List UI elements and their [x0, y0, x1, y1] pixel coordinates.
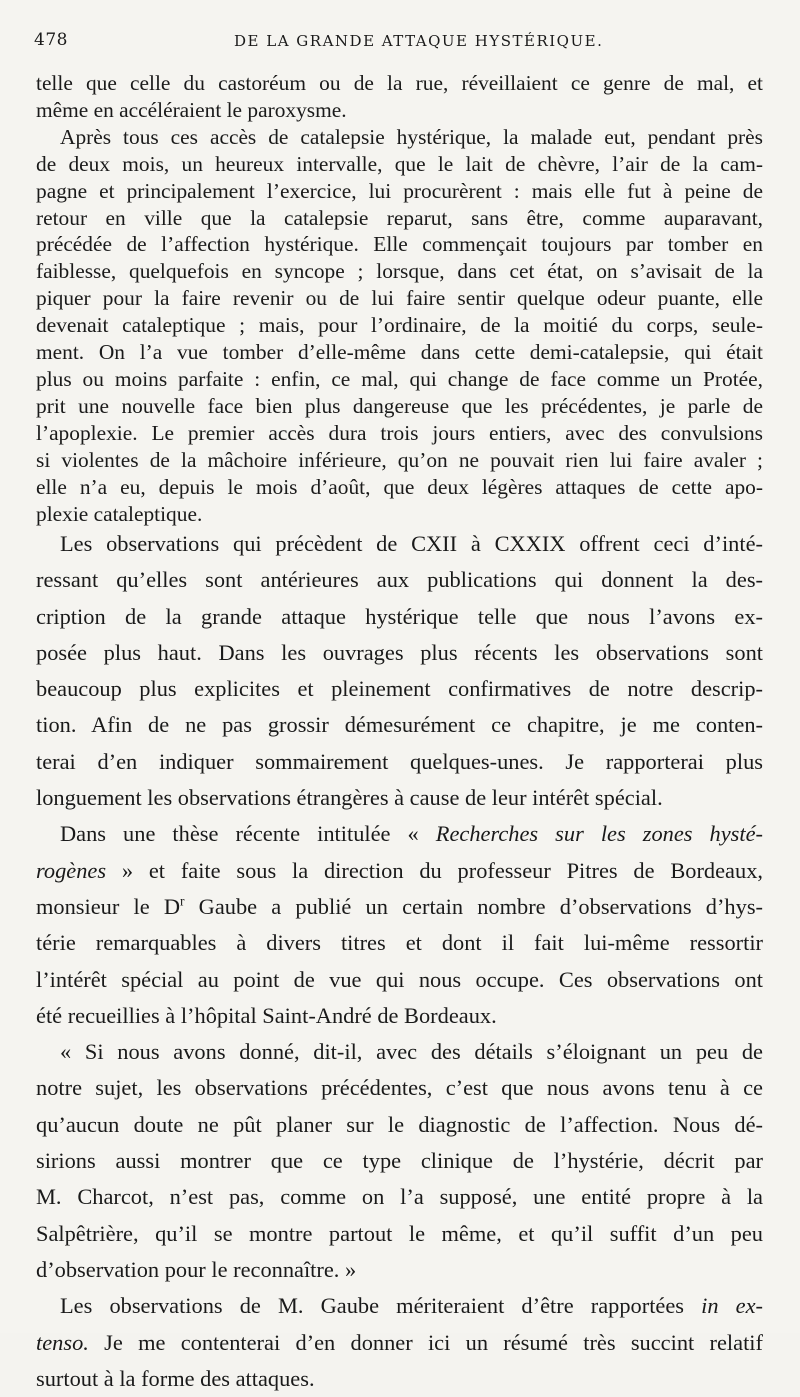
- text-line: Salpêtrière, qu’il se montre partout le même, et qu’il suffit d’un peu: [36, 1220, 763, 1246]
- case-report-text: [36, 70, 763, 527]
- page-number: 478: [34, 30, 68, 50]
- text-line: Après tous ces accès de catalepsie hystérique, la malade eut, pendant près: [60, 124, 763, 149]
- running-title: DE LA GRANDE ATTAQUE HYSTÉRIQUE.: [234, 32, 604, 50]
- text-line: même en accéléraient le paroxysme.: [36, 97, 347, 122]
- text-line: piquer pour la faire revenir ou de lui faire sentir quelque odeur puante, elle: [36, 286, 763, 311]
- text-line: telle que celle du castoréum ou de la rue, réveillaient ce genre de mal, et: [36, 71, 763, 95]
- text-run: Dans une thèse récente intitulée «: [60, 821, 436, 847]
- text-run: Je me contenterai d’en donner ici un résumé très succint relatif: [88, 1329, 763, 1355]
- text-line: [36, 816, 763, 852]
- text-line: l’apoplexie. Le premier accès dura trois jours entiers, avec des convulsions: [36, 420, 763, 445]
- latin-phrase: in ex-: [701, 1293, 763, 1319]
- latin-phrase: tenso.: [36, 1329, 89, 1355]
- text-line: M. Charcot, n’est pas, comme on l’a supposé, une entité propre à la: [36, 1184, 763, 1210]
- text-line: elle n’a eu, depuis le mois d’août, que deux légères attaques de cette apo-: [36, 474, 763, 499]
- paragraph: [36, 1288, 763, 1397]
- text-line: ment. On l’a vue tomber d’elle-même dans cette demi-catalepsie, qui était: [36, 340, 763, 365]
- text-line: sirions aussi montrer que ce type clinique de l’hystérie, décrit par: [36, 1148, 763, 1174]
- text-line: qu’aucun doute ne pût planer sur le diagnostic de l’affection. Nous dé-: [36, 1111, 763, 1137]
- text-line: faiblesse, quelquefois en syncope ; lorsque, dans cet état, on s’avisait de la: [36, 259, 763, 284]
- paragraph: [36, 526, 763, 816]
- text-line: l’intérêt spécial au point de vue qui nous occupe. Ces observations ont: [36, 966, 763, 992]
- text-line: si violentes de la mâchoire inférieure, qu’on ne pouvait rien lui faire avaler ;: [36, 447, 763, 472]
- text-line: terai d’en indiquer sommairement quelques-unes. Je rapporterai plus: [36, 748, 763, 774]
- text-line: de deux mois, un heureux intervalle, que le lait de chèvre, l’air de la cam-: [36, 151, 763, 176]
- text-line: [36, 1288, 763, 1324]
- text-line: [36, 1325, 763, 1361]
- thesis-title: rogènes: [36, 857, 107, 883]
- text-line: ressant qu’elles sont antérieures aux publications qui donnent la des-: [36, 567, 763, 593]
- text-run: Gaube a publié un certain nombre d’observations d’hys-: [184, 893, 763, 919]
- text-line: plus ou moins parfaite : enfin, ce mal, qui change de face comme un Protée,: [36, 366, 763, 391]
- text-line: pagne et principalement l’exercice, lui procurèrent : mais elle fut à peine de: [36, 178, 763, 203]
- main-text: [36, 526, 763, 1397]
- text-line: « Si nous avons donné, dit-il, avec des détails s’éloignant un peu de: [60, 1039, 763, 1065]
- text-line: surtout à la forme des attaques.: [36, 1365, 315, 1391]
- text-line: posée plus haut. Dans les ouvrages plus récents les observations sont: [36, 639, 763, 665]
- page-header: [34, 30, 760, 54]
- text-line: beaucoup plus explicites et pleinement confirmatives de notre descrip-: [36, 676, 763, 702]
- text-run: monsieur le D: [36, 893, 181, 919]
- text-line: plexie cataleptique.: [36, 501, 203, 526]
- text-line: [36, 853, 763, 889]
- text-line: Les observations qui précèdent de CXII à CXXIX offrent ceci d’inté-: [60, 531, 763, 556]
- superscript: r: [180, 893, 185, 909]
- paragraph: [36, 124, 763, 528]
- text-run: Les observations de M. Gaube mériteraient d’être rapportées: [60, 1293, 702, 1319]
- text-line: d’observation pour le reconnaître. »: [36, 1256, 357, 1282]
- text-line: longuement les observations étrangères à cause de leur intérêt spécial.: [36, 785, 663, 811]
- text-line: [36, 889, 763, 925]
- text-line: devenait cataleptique ; mais, pour l’ordinaire, de la moitié du corps, seule-: [36, 313, 763, 338]
- text-line: prit une nouvelle face bien plus dangereuse que les précédentes, je parle de: [36, 393, 763, 418]
- text-line: précédée de l’affection hystérique. Elle commençait toujours par tomber en: [36, 232, 763, 257]
- text-run: » et faite sous la direction du professeur Pitres de Bordeaux,: [106, 857, 763, 883]
- text-line: retour en ville que la catalepsie reparut, sans être, comme auparavant,: [36, 205, 763, 230]
- text-line: térie remarquables à divers titres et dont il fait lui-même ressortir: [36, 930, 763, 956]
- thesis-title: Recherches sur les zones hysté-: [435, 821, 763, 847]
- paragraph: [36, 816, 763, 1034]
- text-line: notre sujet, les observations précédentes, c’est que nous avons tenu à ce: [36, 1075, 763, 1101]
- text-line: tion. Afin de ne pas grossir démesurément ce chapitre, je me conten-: [36, 712, 763, 738]
- quotation-paragraph: [36, 1034, 763, 1288]
- paragraph: [36, 70, 763, 124]
- text-line: été recueillies à l’hôpital Saint-André de Bordeaux.: [36, 1002, 497, 1028]
- text-line: cription de la grande attaque hystérique telle que nous l’avons ex-: [36, 603, 763, 629]
